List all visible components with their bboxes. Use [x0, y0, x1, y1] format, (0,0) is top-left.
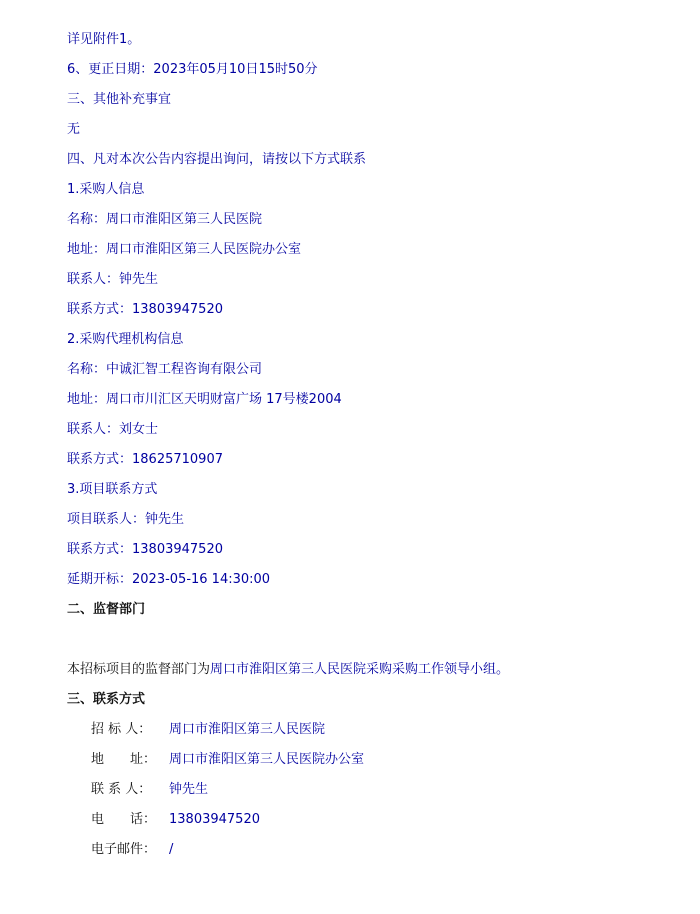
project-phone: 联系方式：13803947520: [67, 542, 223, 557]
contact-value: 周口市淮阳区第三人民医院: [169, 722, 326, 737]
project-contact-person: 项目联系人：钟先生: [67, 512, 185, 527]
supervision-heading: 二、监督部门: [67, 602, 146, 617]
purchaser-contact-person: 联系人：钟先生: [67, 272, 159, 287]
contact-label: 联 系 人：: [91, 782, 152, 797]
contact-value: /: [169, 842, 174, 857]
agency-address: 地址：周口市川汇区天明财富广场 17号楼2004: [67, 392, 342, 407]
contact-value: 周口市淮阳区第三人民医院办公室: [169, 752, 365, 767]
other-matters-text: 无: [67, 122, 81, 137]
supervision-text: [67, 661, 509, 679]
contact-label: 地 址：: [91, 752, 157, 767]
agency-contact-person: 联系人：刘女士: [67, 422, 159, 437]
agency-phone: 联系方式：18625710907: [67, 452, 223, 467]
contact-label: 电 话：: [91, 812, 157, 827]
contact-row-email: [91, 841, 173, 859]
contact-value: 钟先生: [169, 782, 209, 797]
contact-row-tenderer: [91, 721, 325, 739]
purchaser-address: 地址：周口市淮阳区第三人民医院办公室: [67, 242, 302, 257]
contact-label: 电子邮件：: [91, 842, 157, 857]
agency-info-heading: 2.采购代理机构信息: [67, 332, 184, 347]
other-matters-heading: 三、其他补充事宜: [67, 92, 172, 107]
purchaser-info-heading: 1.采购人信息: [67, 182, 145, 197]
attachment-note: 详见附件1。: [67, 32, 141, 47]
inquiry-heading: 四、凡对本次公告内容提出询问，请按以下方式联系: [67, 152, 367, 167]
contact-row-person: [91, 781, 208, 799]
contact-label: 招 标 人：: [91, 722, 152, 737]
purchaser-phone: 联系方式：13803947520: [67, 302, 223, 317]
contact-value: 13803947520: [169, 812, 260, 827]
contact-heading: 三、联系方式: [67, 692, 146, 707]
purchaser-name: 名称：周口市淮阳区第三人民医院: [67, 212, 263, 227]
bid-opening-time: 延期开标：2023-05-16 14:30:00: [67, 572, 271, 587]
agency-name: 名称：中诚汇智工程咨询有限公司: [67, 362, 263, 377]
correction-date: 6、更正日期：2023年05月10日15时50分: [67, 62, 318, 77]
project-contact-heading: 3.项目联系方式: [67, 482, 158, 497]
contact-row-phone: [91, 811, 260, 829]
supervision-text-prefix: 本招标项目的监督部门为: [67, 662, 211, 677]
supervision-department: 周口市淮阳区第三人民医院采购采购工作领导小组。: [210, 662, 510, 677]
contact-row-address: [91, 751, 364, 769]
